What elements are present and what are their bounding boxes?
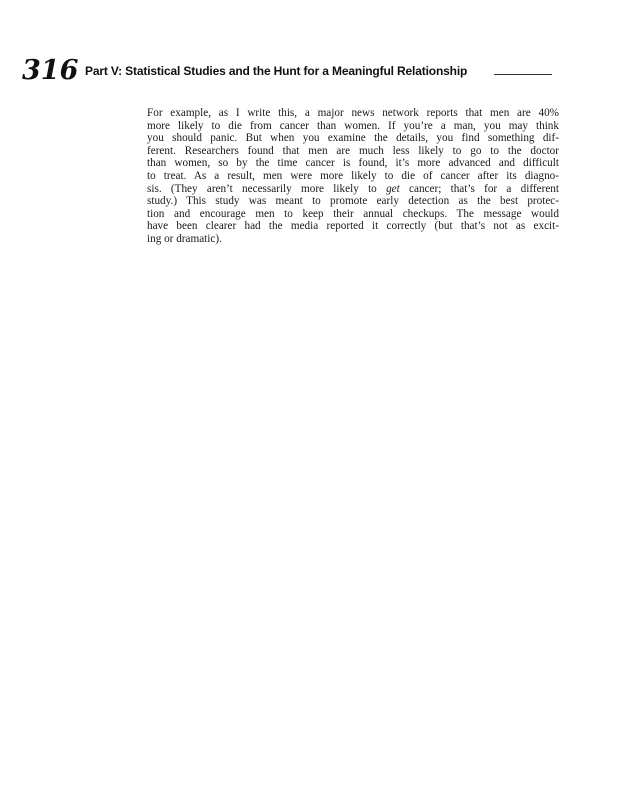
paragraph-line-part: cancer; that’s for a different: [399, 182, 559, 195]
page-header: [22, 52, 552, 92]
paragraph-line: to treat. As a result, men were more likely to die of cancer after its diagno-: [147, 169, 559, 182]
paragraph-line: than women, so by the time cancer is found, it’s more advanced and difficult: [147, 157, 559, 170]
emphasis-get: get: [386, 182, 400, 195]
page-number: 316: [22, 55, 79, 86]
header-rule: [494, 74, 552, 75]
paragraph-line: For example, as I write this, a major news network reports that men are 40%: [147, 107, 559, 119]
paragraph-line: have been clearer had the media reported it correctly (but that’s not as excit-: [147, 220, 559, 233]
paragraph-line: more likely to die from cancer than women. If you’re a man, you may think: [147, 119, 559, 132]
paragraph-line-part: sis. (They aren’t necessarily more likely to: [147, 182, 387, 195]
paragraph-line: you should panic. But when you examine the details, you find something dif-: [147, 132, 559, 145]
paragraph-line: study.) This study was meant to promote early detection as the best protec-: [147, 195, 559, 208]
paragraph-line: ing or dramatic).: [147, 232, 222, 245]
running-head: Part V: Statistical Studies and the Hunt for a Meaningful Relationship: [85, 64, 468, 78]
paragraph-line: tion and encourage men to keep their annual checkups. The message would: [147, 207, 559, 220]
body-paragraph: [147, 107, 559, 246]
paragraph-line: ferent. Researchers found that men are much less likely to go to the doctor: [147, 144, 559, 157]
paragraph-line: [147, 183, 559, 196]
